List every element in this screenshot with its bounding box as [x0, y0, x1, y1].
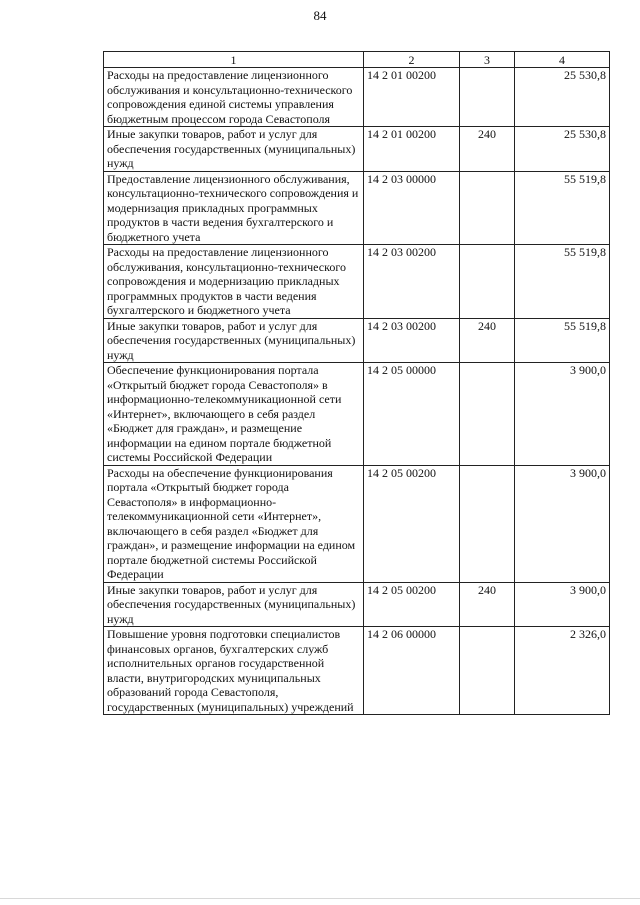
row-code: 14 2 03 00200: [364, 245, 460, 319]
row-sum: 3 900,0: [515, 582, 610, 627]
row-code: 14 2 05 00200: [364, 465, 460, 582]
row-expense-type: [460, 171, 515, 245]
column-header-code: 2: [364, 52, 460, 68]
page-number: 84: [313, 8, 327, 23]
budget-table: [103, 51, 610, 715]
row-sum: 3 900,0: [515, 363, 610, 466]
row-expense-type: [460, 68, 515, 127]
table-row: [104, 68, 610, 127]
row-name: Предоставление лицензионного обслуживания, консультационно-технического сопровождения и модернизация прикладных программных продуктов в части ведения бухгалтерского и бюджетного учета: [104, 171, 364, 245]
table-row: [104, 465, 610, 582]
row-sum: 2 326,0: [515, 627, 610, 715]
row-expense-type: 240: [460, 318, 515, 363]
row-name: Иные закупки товаров, работ и услуг для обеспечения государственных (муниципальных) нужд: [104, 127, 364, 172]
row-code: 14 2 03 00000: [364, 171, 460, 245]
row-name: Расходы на предоставление лицензионного обслуживания, консультационно-технического сопровождения и модернизацию прикладных программных продуктов в части ведения бухгалтерского и бюджетного учета: [104, 245, 364, 319]
table-header-row: [104, 52, 610, 68]
row-sum: 3 900,0: [515, 465, 610, 582]
row-expense-type: [460, 363, 515, 466]
row-name: Расходы на предоставление лицензионного обслуживания и консультационно-технического сопровождения единой системы управления бюджетным процессом города Севастополя: [104, 68, 364, 127]
table-row: [104, 582, 610, 627]
row-name: Обеспечение функционирования портала «Открытый бюджет города Севастополя» в информационно-телекоммуникационной сети «Интернет», включающего в себя раздел «Бюджет для граждан», и размещение информации на едином портале бюджетной системы Российской Федерации: [104, 363, 364, 466]
row-name: Повышение уровня подготовки специалистов финансовых органов, бухгалтерских служб исполнительных органов государственной власти, внутригородских муниципальных образований города Севастополя, государственных (муниципальных) учреждений: [104, 627, 364, 715]
row-code: 14 2 06 00000: [364, 627, 460, 715]
row-name: Иные закупки товаров, работ и услуг для обеспечения государственных (муниципальных) нужд: [104, 318, 364, 363]
row-sum: 25 530,8: [515, 68, 610, 127]
table-row: [104, 127, 610, 172]
row-code: 14 2 01 00200: [364, 127, 460, 172]
row-sum: 55 519,8: [515, 245, 610, 319]
row-expense-type: 240: [460, 582, 515, 627]
row-expense-type: [460, 465, 515, 582]
row-code: 14 2 05 00000: [364, 363, 460, 466]
table-row: [104, 245, 610, 319]
row-code: 14 2 01 00200: [364, 68, 460, 127]
scan-edge-line: [0, 898, 640, 899]
table-row: [104, 171, 610, 245]
row-sum: 25 530,8: [515, 127, 610, 172]
row-expense-type: [460, 245, 515, 319]
row-code: 14 2 03 00200: [364, 318, 460, 363]
row-expense-type: [460, 627, 515, 715]
row-name: Расходы на обеспечение функционирования портала «Открытый бюджет города Севастополя» в информационно-телекоммуникационной сети «Интернет», включающего в себя раздел «Бюджет для граждан», и размещение информации на едином портале бюджетной системы Российской Федерации: [104, 465, 364, 582]
column-header-type: 3: [460, 52, 515, 68]
table-row: [104, 318, 610, 363]
row-sum: 55 519,8: [515, 318, 610, 363]
table-row: [104, 363, 610, 466]
column-header-name: 1: [104, 52, 364, 68]
column-header-sum: 4: [515, 52, 610, 68]
row-code: 14 2 05 00200: [364, 582, 460, 627]
row-expense-type: 240: [460, 127, 515, 172]
table-row: [104, 627, 610, 715]
row-name: Иные закупки товаров, работ и услуг для обеспечения государственных (муниципальных) нужд: [104, 582, 364, 627]
row-sum: 55 519,8: [515, 171, 610, 245]
